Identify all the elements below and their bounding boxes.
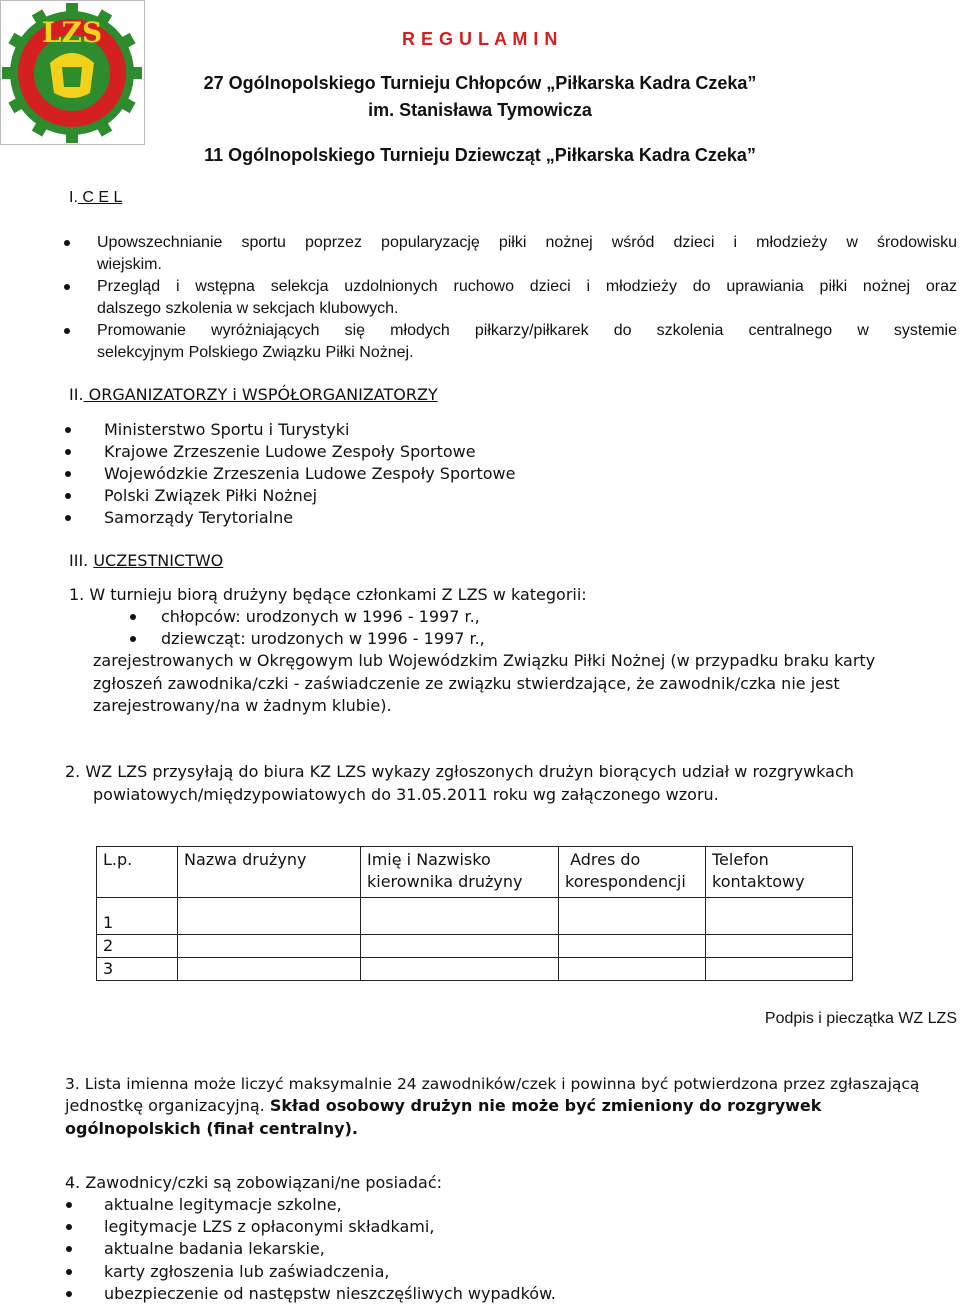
- bullet: [65, 449, 71, 455]
- organizer-item: Polski Związek Piłki Nożnej: [104, 486, 318, 505]
- bullet: [64, 328, 70, 334]
- participation-point-3-line1: 3. Lista imienna może liczyć maksymalnie 24 zawodników/czek i powinna być potwierdzona przez zgłaszającą: [65, 1075, 920, 1093]
- required-document: aktualne legitymacje szkolne,: [104, 1195, 342, 1214]
- goal-2-line2: dalszego szkolenia w sekcjach klubowych.: [97, 300, 399, 317]
- document-title: R E G U L A M I N: [402, 29, 558, 49]
- category-girls: dziewcząt: urodzonych w 1996 - 1997 r.,: [161, 629, 485, 648]
- bullet: [130, 636, 136, 642]
- svg-text:LZS: LZS: [41, 16, 103, 49]
- goal-1-line2: wiejskim.: [97, 256, 162, 273]
- goal-3-line1: Promowanie wyróżniających się młodych piłkarzy/piłkarek do szkolenia centralnego w systemie: [97, 322, 957, 339]
- bullet: [65, 515, 71, 521]
- registration-note-line1: zarejestrowanych w Okręgowym lub Wojewódzkim Związku Piłki Nożnej (w przypadku braku karty: [93, 651, 876, 670]
- bullet: [66, 1224, 72, 1230]
- organizer-item: Ministerstwo Sportu i Turystyki: [104, 420, 350, 439]
- bullet: [64, 284, 70, 290]
- header-cell-manager: Imię i Nazwisko kierownika drużyny: [361, 847, 559, 898]
- table-row: 2: [97, 935, 853, 958]
- organizer-item: Samorządy Terytorialne: [104, 508, 294, 527]
- required-document: legitymacje LZS z opłaconymi składkami,: [104, 1217, 435, 1236]
- bullet: [65, 493, 71, 499]
- tournament-patron: im. Stanisława Tymowicza: [368, 100, 592, 120]
- table-row: 1: [97, 898, 853, 935]
- required-document: karty zgłoszenia lub zaświadczenia,: [104, 1262, 390, 1281]
- tournament-boys-title: 27 Ogólnopolskiego Turnieju Chłopców „Piłkarska Kadra Czeka”: [203, 73, 757, 93]
- goal-2-line1: Przegląd i wstępna selekcja uzdolnionych ruchowo dzieci i młodzieży do uprawiania piłki nożnej oraz: [97, 278, 957, 295]
- table-row: 3: [97, 958, 853, 981]
- bullet: [66, 1246, 72, 1252]
- organizer-item: Krajowe Zrzeszenie Ludowe Zespoły Sportowe: [104, 442, 476, 461]
- participation-point-4: 4. Zawodnicy/czki są zobowiązani/ne posiadać:: [65, 1173, 443, 1192]
- goal-3-line2: selekcyjnym Polskiego Związku Piłki Nożnej.: [97, 344, 414, 361]
- registration-note-line2: zgłoszeń zawodnika/czki - zaświadczenie ze związku stwierdzające, że zawodnik/czka nie jest: [93, 674, 840, 693]
- tournament-girls-title: 11 Ogólnopolskiego Turnieju Dziewcząt „Piłkarska Kadra Czeka”: [204, 145, 756, 165]
- header-cell-lp: L.p.: [97, 847, 178, 898]
- organizer-item: Wojewódzkie Zrzeszenia Ludowe Zespoły Sportowe: [104, 464, 516, 483]
- header-cell-address: Adres do korespondencji: [559, 847, 706, 898]
- signature-label: Podpis i pieczątka WZ LZS: [764, 1010, 957, 1027]
- header-cell-phone: Telefon kontaktowy: [706, 847, 853, 898]
- category-boys: chłopców: urodzonych w 1996 - 1997 r.,: [161, 607, 480, 626]
- participation-point-1: 1. W turnieju biorą drużyny będące członkami Z LZS w kategorii:: [69, 585, 587, 604]
- team-registration-table: [96, 846, 853, 981]
- lzs-logo: [0, 0, 145, 145]
- participation-point-3-line2: jednostkę organizacyjną. Skład osobowy drużyn nie może być zmieniony do rozgrywek: [65, 1096, 822, 1115]
- section-heading-cel: I. C E L: [69, 189, 123, 206]
- goal-1-line1: Upowszechnianie sportu poprzez popularyzację piłki nożnej wśród dzieci i młodzieży w środowisku: [97, 234, 957, 251]
- participation-point-2-line2: powiatowych/międzypowiatowych do 31.05.2011 roku wg załączonego wzoru.: [93, 785, 719, 804]
- bullet: [66, 1269, 72, 1275]
- header-cell-team-name: Nazwa drużyny: [178, 847, 361, 898]
- bullet: [130, 614, 136, 620]
- participation-point-3-line3: ogólnopolskich (finał centralny).: [65, 1119, 358, 1138]
- registration-note-line3: zarejestrowany/na w żadnym klubie).: [93, 696, 392, 715]
- bullet: [66, 1202, 72, 1208]
- required-document: ubezpieczenie od następstw nieszczęśliwych wypadków.: [104, 1284, 556, 1303]
- bullet: [64, 240, 70, 246]
- bullet: [65, 427, 71, 433]
- bullet: [66, 1291, 72, 1297]
- table-header-row: [97, 847, 853, 898]
- section-heading-participation: III. UCZESTNICTWO: [69, 551, 224, 570]
- section-heading-organizers: II. ORGANIZATORZY i WSPÓŁORGANIZATORZY: [69, 385, 438, 404]
- participation-point-2-line1: 2. WZ LZS przysyłają do biura KZ LZS wykazy zgłoszonych drużyn biorących udział w rozgrywkach: [65, 762, 854, 781]
- bullet: [65, 471, 71, 477]
- required-document: aktualne badania lekarskie,: [104, 1239, 325, 1258]
